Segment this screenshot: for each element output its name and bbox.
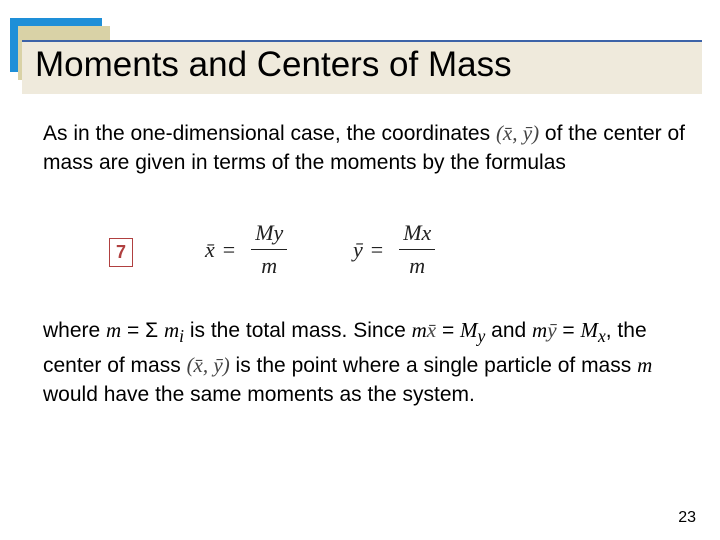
slide-title: Moments and Centers of Mass [35, 45, 512, 84]
y-bar-symbol: ȳ [353, 236, 363, 262]
math-M: M [580, 318, 598, 342]
explanation-paragraph [43, 316, 693, 409]
body-text: is the point where a single particle of mass [229, 354, 638, 378]
math-M: M [460, 318, 478, 342]
math-mi: m [163, 318, 180, 342]
body-text: = [436, 319, 461, 342]
center-coords-inline: (x̄, ȳ) [186, 353, 230, 378]
x-bar-symbol: x̄ [205, 236, 215, 262]
math-subscript-x: x [597, 326, 606, 347]
body-text: = Σ [121, 319, 164, 342]
equation-number: 7 [109, 238, 133, 267]
intro-paragraph [43, 119, 693, 177]
body-text: would have the same moments as the system. [43, 383, 475, 407]
equals-sign: = [222, 236, 236, 262]
math-x-bar: x̄ [426, 318, 437, 342]
body-text: is the total mass. Since [184, 319, 412, 342]
intro-text-1: As in the one-dimensional case, the coordinates [43, 122, 496, 145]
numerator-my: My [251, 220, 287, 250]
numerator-mx: Mx [399, 220, 435, 250]
body-text: where [43, 319, 107, 342]
math-m: m [532, 318, 548, 342]
body-text: , the center of mass [43, 319, 647, 378]
math-subscript-y: y [477, 326, 486, 347]
intro-text-2: of the center of mass are given in terms of the moments by the formulas [43, 122, 686, 174]
math-subscript-i: i [179, 326, 184, 347]
math-y-bar: ȳ [547, 318, 557, 342]
formula-x-bar [205, 220, 287, 279]
formula-y-bar [353, 220, 435, 279]
fraction-mx-over-m [399, 220, 435, 279]
math-m: m [637, 353, 653, 378]
math-m: m [411, 318, 427, 342]
center-coords-inline: (x̄, ȳ) [495, 121, 540, 145]
denominator-m: m [261, 253, 278, 278]
denominator-m: m [409, 253, 426, 278]
page-number: 23 [678, 509, 696, 526]
equals-sign: = [370, 236, 384, 262]
math-m: m [106, 318, 122, 342]
fraction-my-over-m [251, 220, 287, 279]
body-text: = [556, 319, 581, 342]
body-text: and [485, 319, 533, 342]
